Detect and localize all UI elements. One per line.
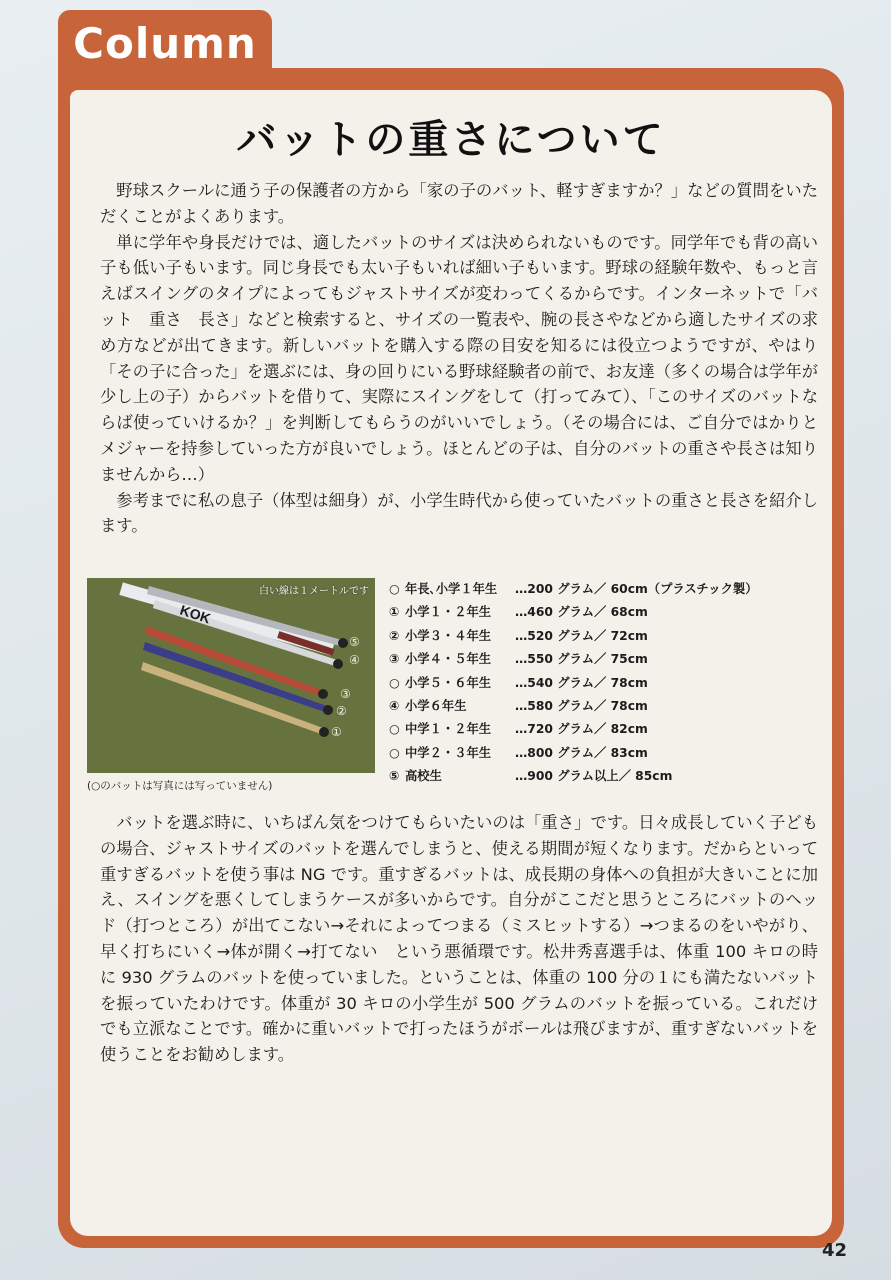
size-label: 小学３・４年生 <box>405 628 492 643</box>
photo-caption: (○のバットは写真には写っていません) <box>87 780 273 792</box>
bats-photo <box>87 578 375 773</box>
bat-size-list <box>389 578 799 789</box>
bat-marker: ⑤ <box>349 635 360 649</box>
photo-note: 白い線は１メートルです <box>259 586 369 597</box>
size-marker: ○ <box>389 722 400 737</box>
bat-brand: KOK <box>178 601 213 627</box>
size-value: …200 グラム／ 60cm（プラスチック製） <box>515 582 758 596</box>
size-value: …580 グラム／ 78cm <box>515 699 648 714</box>
page-number: 42 <box>822 1240 848 1261</box>
bats-illustration <box>87 578 375 773</box>
list-item <box>389 765 799 788</box>
list-item <box>389 601 799 624</box>
size-marker: ③ <box>389 652 400 667</box>
intro-paragraph: 野球スクールに通う子の保護者の方から「家の子のバット、軽すぎますか？」などの質問をいただくことがよくあります。 <box>100 181 818 226</box>
size-label: 小学５・６年生 <box>405 675 492 690</box>
size-value: …900 グラム以上／ 85cm <box>515 769 673 784</box>
size-marker: ⑤ <box>389 769 400 784</box>
list-item <box>389 695 799 718</box>
size-value: …550 グラム／ 75cm <box>515 652 648 667</box>
page-title: バットの重さについて <box>236 117 666 163</box>
column-frame <box>58 68 844 1248</box>
list-item <box>389 718 799 741</box>
size-label: 高校生 <box>405 769 442 784</box>
size-label: 年長､小学１年生 <box>405 582 498 596</box>
list-item <box>389 742 799 765</box>
list-item <box>389 625 799 648</box>
size-value: …520 グラム／ 72cm <box>515 628 648 643</box>
column-panel <box>70 90 832 1236</box>
column-tab: Column <box>58 10 272 78</box>
size-marker: ④ <box>389 699 400 714</box>
size-marker: ○ <box>389 745 400 760</box>
intro-paragraph: 参考までに私の息子（体型は細身）が、小学生時代から使っていたバットの重さと長さを紹介します。 <box>100 490 818 536</box>
intro-paragraph: 単に学年や身長だけでは、適したバットのサイズは決められないものです。同学年でも背の高い子も低い子もいます。同じ身長でも太い子もいれば細い子もいます。野球の経験年数や、もっと言えばスイングのタイプによってもジャストサイズが変わってくるからです。インターネットで「バット 重さ 長さ」などと検索すると、サイズの一覧表や、腕の長さやなどから適したサイズの求め方などが出てきます。新しいバットを購入する際の目安を知るには役立つようですが、やはり「その子に合った」を選ぶには、身の回りにいる野球経験者の前で、お友達（多くの場合は学年が少し上の子）からバットを借りて、実際にスイングをして（打ってみて）、「このサイズのバットならば使っていけるか？」を判断してもらうのがいいでしょう。（その場合には、ご自分ではかりとメジャーを持参していった方が良いでしょう。ほとんどの子は、自分のバットの重さや長さは知りませんから…） <box>100 232 818 484</box>
size-label: 中学１・２年生 <box>405 722 492 737</box>
bat-marker: ② <box>336 704 347 718</box>
size-marker: ① <box>389 605 400 620</box>
size-value: …460 グラム／ 68cm <box>515 605 648 620</box>
size-value: …540 グラム／ 78cm <box>515 675 648 690</box>
size-marker: ② <box>389 628 400 643</box>
size-label: 小学６年生 <box>405 699 467 714</box>
size-label: 小学１・２年生 <box>405 605 492 620</box>
size-marker: ○ <box>389 582 400 596</box>
size-label: 中学２・３年生 <box>405 745 492 760</box>
size-value: …800 グラム／ 83cm <box>515 745 648 760</box>
outro-paragraph: バットを選ぶ時に、いちばん気をつけてもらいたいのは「重さ」です。日々成長していく子どもの場合、ジャストサイズのバットを選んでしまうと、使える期間が短くなります。だからといって重すぎるバットを使う事は NG です。重すぎるバットは、成長期の身体への負担が大きいことに加え、スイングを悪くしてしまうケースが多いからです。自分がここだと思うところにバットのヘッド（打つところ）が出てこない→それによってつまる（ミスヒットする）→つまるのをいやがり、早く打ちにいく→体が開く→打てない という悪循環です。松井秀喜選手は、体重 100 キロの時に 930 グラムのバットを使っていました。ということは、体重の 100 分の１にも満たないバットを振っていたわけです。体重が 30 キロの小学生が 500 グラムのバットを振っている。これだけでも立派なことです。確かに重いバットで打ったほうがボールは飛びますが、重すぎないバットを使うことをお勧めします。 <box>100 813 818 1065</box>
bat-marker: ④ <box>349 653 360 667</box>
list-item <box>389 672 799 695</box>
list-item <box>389 578 799 601</box>
size-marker: ○ <box>389 675 400 690</box>
size-value: …720 グラム／ 82cm <box>515 722 648 737</box>
outro-text <box>100 810 818 1068</box>
intro-text <box>100 178 818 539</box>
list-item <box>389 648 799 671</box>
bat-marker: ① <box>331 725 342 739</box>
size-label: 小学４・５年生 <box>405 652 492 667</box>
bat-marker: ③ <box>340 687 351 701</box>
